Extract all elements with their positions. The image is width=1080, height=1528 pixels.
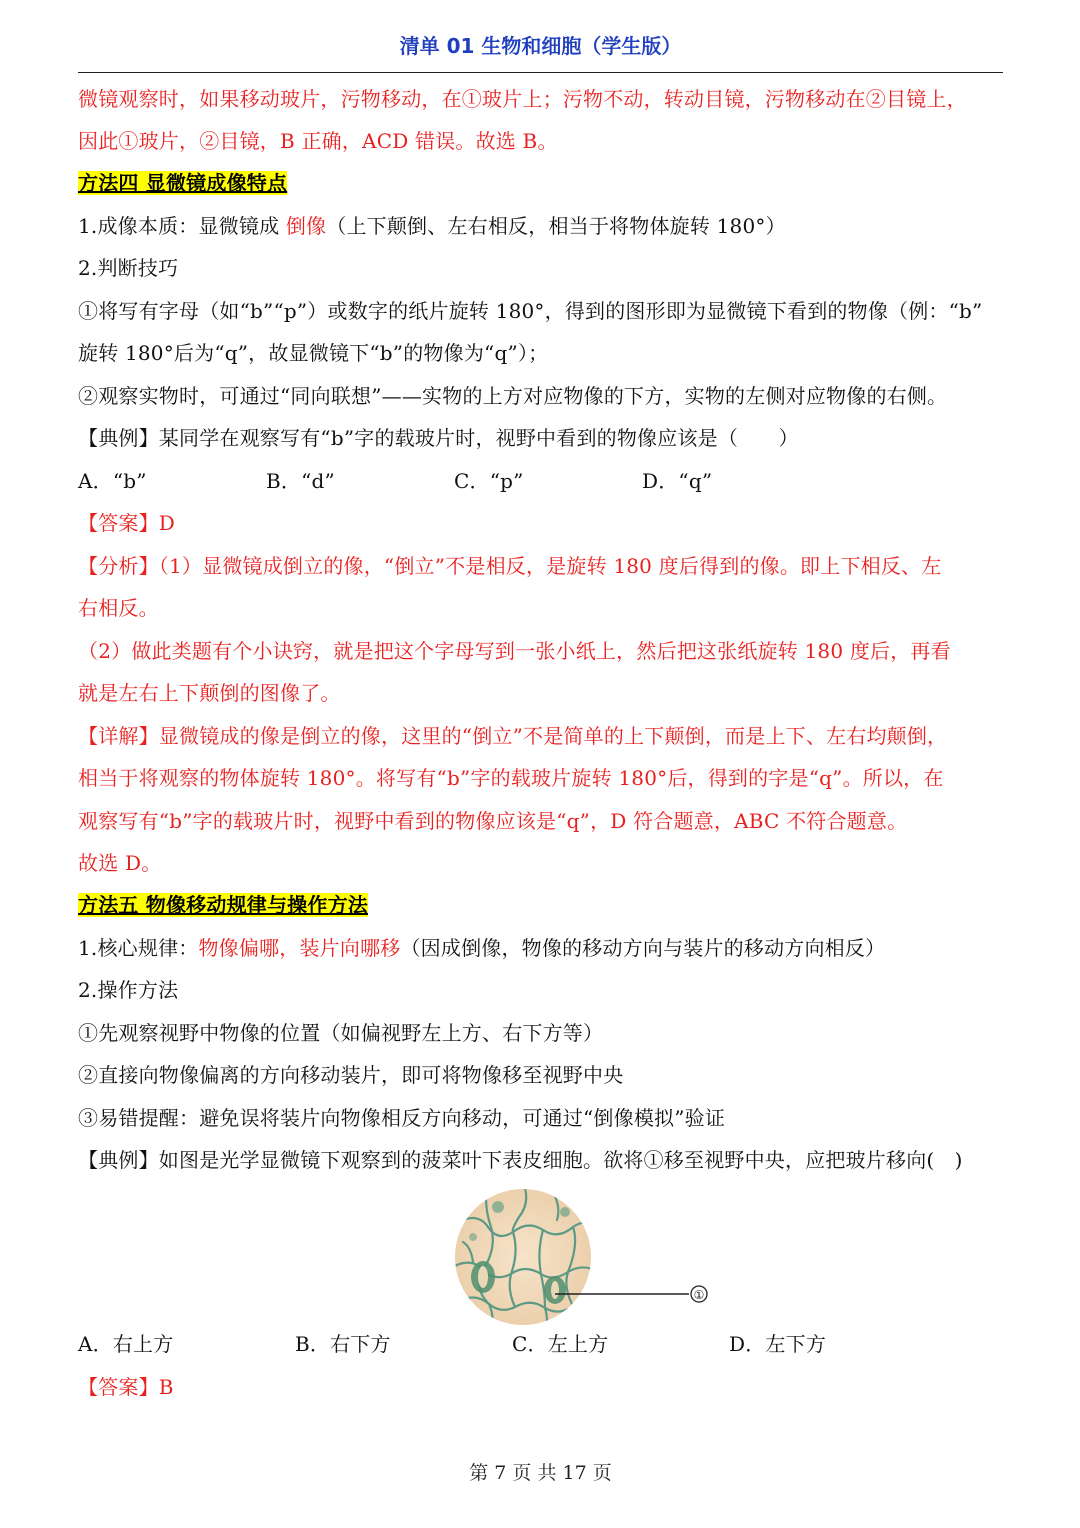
method5-p1-suffix: （因成倒像，物像的移动方向与装片的移动方向相反） xyxy=(400,936,886,960)
method5-p1-prefix: 1.核心规律： xyxy=(78,936,199,960)
method4-analysis-1a: 【分析】（1）显微镜成倒立的像，“倒立”不是相反，是旋转 180 度后得到的像。即上下相反、左 xyxy=(78,554,942,578)
option-b: B．右下方 xyxy=(295,1332,391,1356)
method5-point-1 xyxy=(78,933,1003,963)
method4-point-3a: ①将写有字母（如“b”“p”）或数字的纸片旋转 180°，得到的图形即为显微镜下看到的物像（例：“b” xyxy=(78,299,983,323)
method4-detail-1: 【详解】显微镜成的像是倒立的像，这里的“倒立”不是简单的上下颠倒，而是上下、左右均颠倒， xyxy=(78,724,948,748)
method5-point-4: ②直接向物像偏离的方向移动装片，即可将物像移至视野中央 xyxy=(78,1063,624,1087)
method4-detail-3: 观察写有“b”字的载玻片时，视野中看到的物像应该是“q”，D 符合题意，ABC 不符合题意。 xyxy=(78,809,908,833)
method4-analysis-2b: 就是左右上下颠倒的图像了。 xyxy=(78,681,341,705)
method5-point-3: ①先观察视野中物像的位置（如偏视野左上方、右下方等） xyxy=(78,1021,604,1045)
option-a: A．“b” xyxy=(78,469,147,493)
option-d: D．“q” xyxy=(642,469,713,493)
method4-p1-prefix: 1.成像本质：显微镜成 xyxy=(78,214,286,238)
method4-example: 【典例】某同学在观察写有“b”字的载玻片时，视野中看到的物像应该是（ ） xyxy=(78,426,799,450)
method5-point-5: ③易错提醒：避免误将装片向物像相反方向移动，可通过“倒像模拟”验证 xyxy=(78,1106,726,1130)
prev-answer-line-2: 因此①玻片，②目镜，B 正确，ACD 错误。故选 B。 xyxy=(78,129,558,153)
header-divider xyxy=(78,72,1003,73)
microscope-field-figure xyxy=(453,1182,723,1336)
figure-label-1: ① xyxy=(693,1288,705,1302)
method4-point-4: ②观察实物时，可通过“同向联想”——实物的上方对应物像的下方，实物的左侧对应物像的右侧。 xyxy=(78,384,948,408)
option-c: C．“p” xyxy=(454,469,524,493)
method4-answer: 【答案】D xyxy=(78,511,176,535)
method4-p1-key: 倒像 xyxy=(285,214,327,238)
method5-answer: 【答案】B xyxy=(78,1375,174,1399)
method5-heading xyxy=(78,890,1003,920)
method5-title: 方法五 物像移动规律与操作方法 xyxy=(78,893,368,917)
option-c: C．左上方 xyxy=(512,1332,609,1356)
option-d: D．左下方 xyxy=(729,1332,827,1356)
method5-p1-key: 物像偏哪，装片向哪移 xyxy=(198,936,401,960)
option-b: B．“d” xyxy=(266,469,335,493)
page-footer: 第 7 页 共 17 页 xyxy=(469,1462,612,1484)
prev-answer-line-1: 微镜观察时，如果移动玻片，污物移动，在①玻片上；污物不动，转动目镜，污物移动在②目镜上， xyxy=(78,87,967,111)
method4-detail-4: 故选 D。 xyxy=(78,851,162,875)
method4-point-2: 2.判断技巧 xyxy=(78,256,179,280)
method4-analysis-2a: （2）做此类题有个小诀窍，就是把这个字母写到一张小纸上，然后把这张纸旋转 180 度后，再看 xyxy=(78,639,951,663)
method4-heading xyxy=(78,168,1003,198)
method4-analysis-1b: 右相反。 xyxy=(78,596,159,620)
option-a: A．右上方 xyxy=(78,1332,174,1356)
spinach-epidermis-cells-image xyxy=(453,1182,723,1332)
method4-detail-2: 相当于将观察的物体旋转 180°。将写有“b”字的载玻片旋转 180°后，得到的字是“q”。所以，在 xyxy=(78,766,944,790)
page-header-title: 清单 01 生物和细胞（学生版） xyxy=(399,34,682,58)
method4-title: 方法四 显微镜成像特点 xyxy=(78,171,288,195)
method5-example: 【典例】如图是光学显微镜下观察到的菠菜叶下表皮细胞。欲将①移至视野中央，应把玻片移向( ) xyxy=(78,1148,963,1172)
method5-point-2: 2.操作方法 xyxy=(78,978,179,1002)
method4-point-3b: 旋转 180°后为“q”，故显微镜下“b”的物像为“q”）； xyxy=(78,341,549,365)
method4-point-1 xyxy=(78,211,1003,241)
method4-p1-suffix: （上下颠倒、左右相反，相当于将物体旋转 180°） xyxy=(326,214,786,238)
